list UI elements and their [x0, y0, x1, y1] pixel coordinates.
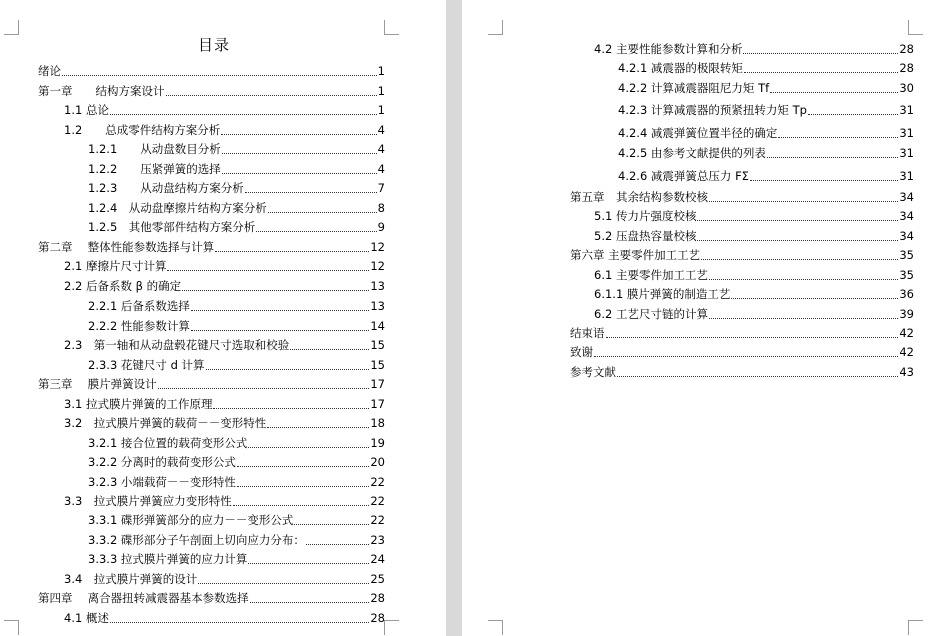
toc-entry-page: 1 — [377, 103, 385, 117]
toc-entry-page: 34 — [899, 190, 914, 204]
toc-leader-dots — [237, 465, 369, 467]
toc-entry-title: 1.2 总成零件结构方案分析 — [64, 123, 221, 137]
toc-entry[interactable] — [64, 103, 385, 118]
toc-entry[interactable] — [88, 201, 385, 216]
toc-entry-page: 17 — [370, 397, 385, 411]
toc-leader-dots — [709, 200, 898, 202]
toc-entry-page: 20 — [370, 455, 385, 469]
toc-entry[interactable] — [64, 611, 385, 626]
toc-entry-title: 第四章 离合器扭转减震器基本参数选择 — [38, 591, 249, 605]
toc-leader-dots — [110, 113, 377, 115]
toc-entry-page: 1 — [377, 64, 385, 78]
toc-leader-dots — [233, 504, 370, 506]
toc-entry-page: 42 — [899, 326, 914, 340]
toc-leader-dots — [167, 269, 369, 271]
toc-entry[interactable] — [594, 42, 914, 57]
toc-entry[interactable] — [88, 299, 385, 314]
toc-entry-title: 3.4 拉式膜片弹簧的设计 — [64, 572, 198, 586]
crop-mark — [384, 20, 399, 35]
toc-leader-dots — [731, 297, 898, 299]
toc-entry-page: 31 — [899, 169, 914, 183]
toc-entry-title: 3.2.1 接合位置的载荷变形公式 — [88, 436, 248, 450]
toc-entry-page: 4 — [377, 162, 385, 176]
toc-leader-dots — [248, 562, 369, 564]
toc-entry[interactable] — [594, 307, 914, 322]
toc-leader-dots — [215, 250, 369, 252]
toc-entry-title: 6.1.1 膜片弹簧的制造工艺 — [594, 287, 731, 301]
toc-leader-dots — [222, 172, 377, 174]
toc-entry[interactable] — [64, 338, 385, 353]
toc-page-right — [462, 0, 932, 636]
toc-entry-page: 24 — [370, 552, 385, 566]
toc-entry-page: 12 — [370, 240, 385, 254]
toc-entry-page: 8 — [377, 201, 385, 215]
toc-entry-page: 31 — [899, 126, 914, 140]
toc-leader-dots — [191, 329, 369, 331]
toc-leader-dots — [606, 336, 899, 338]
toc-entry[interactable] — [64, 279, 385, 294]
toc-entry-page: 35 — [899, 268, 914, 282]
toc-leader-dots — [701, 258, 898, 260]
toc-entry[interactable] — [570, 345, 914, 360]
toc-leader-dots — [697, 239, 898, 241]
toc-entry-page: 4 — [377, 142, 385, 156]
toc-entry-title: 3.3.1 碟形弹簧部分的应力－－变形公式 — [88, 513, 294, 527]
crop-mark — [908, 620, 923, 635]
toc-entry[interactable] — [570, 190, 914, 205]
toc-entry[interactable] — [594, 287, 914, 302]
toc-leader-dots — [198, 582, 369, 584]
toc-leader-dots — [206, 368, 370, 370]
toc-page-left — [0, 0, 446, 636]
toc-entry-title: 1.2.2 压紧弹簧的选择 — [88, 162, 221, 176]
toc-leader-dots — [213, 407, 369, 409]
toc-entry[interactable] — [64, 123, 385, 138]
toc-entry-page: 19 — [370, 436, 385, 450]
toc-entry-page: 18 — [370, 416, 385, 430]
toc-leader-dots — [221, 133, 376, 135]
toc-entry-title: 3.1 拉式膜片弹簧的工作原理 — [64, 397, 213, 411]
toc-entry-title: 1.1 总论 — [64, 103, 109, 117]
toc-entry[interactable] — [38, 84, 385, 99]
toc-entry-page: 22 — [370, 475, 385, 489]
toc-entry[interactable] — [88, 142, 385, 157]
toc-entry-page: 42 — [899, 345, 914, 359]
toc-leader-dots — [770, 91, 898, 93]
toc-entry-title: 参考文献 — [570, 365, 616, 379]
toc-entry-page: 13 — [370, 279, 385, 293]
toc-entry-page: 28 — [899, 42, 914, 56]
toc-leader-dots — [778, 136, 898, 138]
toc-entry-title: 2.3 第一轴和从动盘毂花键尺寸选取和校验 — [64, 338, 290, 352]
toc-entry-title: 第一章 结构方案设计 — [38, 84, 165, 98]
toc-leader-dots — [697, 219, 898, 221]
toc-entry-page: 9 — [377, 220, 385, 234]
crop-mark — [488, 20, 503, 35]
toc-entry-title: 2.2.1 后备系数选择 — [88, 299, 190, 313]
toc-leader-dots — [743, 52, 898, 54]
toc-entry-page: 25 — [370, 572, 385, 586]
toc-entry-page: 43 — [899, 365, 914, 379]
toc-entry-page: 1 — [377, 84, 385, 98]
toc-entry[interactable] — [618, 169, 914, 184]
toc-entry[interactable] — [64, 572, 385, 587]
toc-entry-page: 34 — [899, 209, 914, 223]
toc-title: 目录 — [197, 36, 230, 54]
toc-leader-dots — [222, 152, 377, 154]
toc-entry-page: 15 — [370, 358, 385, 372]
toc-entry[interactable] — [88, 436, 385, 451]
toc-leader-dots — [617, 375, 898, 377]
toc-entry-title: 1.2.1 从动盘数目分析 — [88, 142, 221, 156]
toc-entry[interactable] — [88, 513, 385, 528]
toc-entry-title: 1.2.3 从动盘结构方案分析 — [88, 181, 244, 195]
toc-entry-title: 4.1 概述 — [64, 611, 109, 625]
toc-leader-dots — [594, 355, 898, 357]
toc-entry-page: 36 — [899, 287, 914, 301]
toc-leader-dots — [267, 426, 369, 428]
toc-leader-dots — [767, 156, 898, 158]
toc-entry[interactable] — [88, 475, 385, 490]
crop-mark — [4, 20, 19, 35]
crop-mark — [384, 620, 399, 635]
toc-entry-page: 28 — [370, 591, 385, 605]
toc-entry[interactable] — [570, 248, 914, 263]
toc-entry-title: 2.3.3 花键尺寸 d 计算 — [88, 358, 205, 372]
crop-mark — [4, 620, 19, 635]
toc-leader-dots — [158, 387, 370, 389]
toc-leader-dots — [709, 317, 898, 319]
toc-entry[interactable] — [38, 591, 385, 606]
toc-entry-title: 2.1 摩擦片尺寸计算 — [64, 259, 167, 273]
toc-entry[interactable] — [618, 103, 914, 118]
toc-entry[interactable] — [594, 229, 914, 244]
toc-entry[interactable] — [88, 533, 385, 548]
toc-entry-page: 22 — [370, 513, 385, 527]
toc-entry[interactable] — [618, 61, 914, 76]
toc-entry-page: 22 — [370, 494, 385, 508]
toc-leader-dots — [191, 309, 369, 311]
toc-leader-dots — [709, 278, 898, 280]
toc-entry-title: 6.1 主要零件加工工艺 — [594, 268, 708, 282]
toc-entry-page: 13 — [370, 299, 385, 313]
toc-entry-page: 7 — [377, 181, 385, 195]
toc-leader-dots — [750, 179, 898, 181]
toc-entry-page: 12 — [370, 259, 385, 273]
toc-leader-dots — [245, 191, 377, 193]
toc-entry-title: 4.2.5 由参考文献提供的列表 — [618, 146, 766, 160]
toc-entry-title: 4.2.6 减震弹簧总压力 FΣ — [618, 169, 749, 183]
toc-leader-dots — [62, 74, 377, 76]
toc-entry-title: 结束语 — [570, 326, 605, 340]
toc-leader-dots — [248, 446, 369, 448]
toc-entry-page: 14 — [370, 319, 385, 333]
toc-entry-page: 4 — [377, 123, 385, 137]
toc-entry[interactable] — [618, 126, 914, 141]
toc-entry-page: 28 — [370, 611, 385, 625]
toc-entry-title: 5.2 压盘热容量校核 — [594, 229, 697, 243]
toc-entry[interactable] — [38, 240, 385, 255]
toc-leader-dots — [166, 94, 377, 96]
toc-entry[interactable] — [38, 377, 385, 392]
toc-entry-page: 30 — [899, 81, 914, 95]
toc-leader-dots — [256, 230, 376, 232]
toc-entry[interactable] — [88, 162, 385, 177]
toc-entry-title: 1.2.5 其他零部件结构方案分析 — [88, 220, 256, 234]
toc-entry[interactable] — [88, 455, 385, 470]
toc-entry-title: 4.2 主要性能参数计算和分析 — [594, 42, 743, 56]
toc-entry-title: 3.3 拉式膜片弹簧应力变形特性 — [64, 494, 232, 508]
toc-entry-title: 2.2.2 性能参数计算 — [88, 319, 190, 333]
toc-leader-dots — [250, 601, 370, 603]
toc-entry-title: 第五章 其余结构参数校核 — [570, 190, 708, 204]
toc-leader-dots — [237, 485, 369, 487]
toc-entry-page: 28 — [899, 61, 914, 75]
toc-entry[interactable] — [594, 209, 914, 224]
toc-entry-title: 3.3.3 拉式膜片弹簧的应力计算 — [88, 552, 248, 566]
toc-entry[interactable] — [88, 319, 385, 334]
toc-entry[interactable] — [618, 146, 914, 161]
crop-mark — [488, 620, 503, 635]
toc-entry-title: 4.2.4 减震弹簧位置半径的确定 — [618, 126, 778, 140]
toc-entry-page: 17 — [370, 377, 385, 391]
toc-entry-title: 第六章 主要零件加工工艺 — [570, 248, 701, 262]
toc-entry[interactable] — [618, 81, 914, 96]
toc-leader-dots — [182, 289, 369, 291]
toc-entry-title: 3.2 拉式膜片弹簧的载荷－－变形特性 — [64, 416, 267, 430]
toc-entry-title: 4.2.2 计算减震器阻尼力矩 Tf — [618, 81, 770, 95]
toc-leader-dots — [306, 543, 369, 545]
toc-leader-dots — [290, 348, 369, 350]
toc-entry[interactable] — [64, 416, 385, 431]
toc-entry[interactable] — [64, 494, 385, 509]
toc-entry-page: 31 — [899, 103, 914, 117]
toc-entry[interactable] — [88, 181, 385, 196]
toc-entry-page: 35 — [899, 248, 914, 262]
toc-entry[interactable] — [38, 64, 385, 79]
toc-entry[interactable] — [594, 268, 914, 283]
toc-entry-page: 23 — [370, 533, 385, 547]
toc-entry-title: 3.2.2 分离时的载荷变形公式 — [88, 455, 236, 469]
toc-entry-title: 第三章 膜片弹簧设计 — [38, 377, 157, 391]
toc-entry[interactable] — [570, 326, 914, 341]
toc-entry[interactable] — [88, 552, 385, 567]
toc-leader-dots — [110, 621, 369, 623]
toc-entry[interactable] — [88, 358, 385, 373]
toc-leader-dots — [294, 523, 369, 525]
toc-entry-title: 第二章 整体性能参数选择与计算 — [38, 240, 215, 254]
toc-entry-title: 6.2 工艺尺寸链的计算 — [594, 307, 708, 321]
toc-entry-title: 致谢 — [570, 345, 593, 359]
toc-entry-page: 39 — [899, 307, 914, 321]
toc-entry-title: 5.1 传力片强度校核 — [594, 209, 697, 223]
toc-entry-title: 1.2.4 从动盘摩擦片结构方案分析 — [88, 201, 267, 215]
toc-entry-page: 31 — [899, 146, 914, 160]
toc-entry-page: 15 — [370, 338, 385, 352]
toc-leader-dots — [268, 211, 377, 213]
crop-mark — [908, 20, 923, 35]
toc-leader-dots — [808, 113, 898, 115]
toc-entry-title: 2.2 后备系数 β 的确定 — [64, 279, 182, 293]
toc-entry-page: 34 — [899, 229, 914, 243]
page-gap — [446, 0, 462, 636]
toc-entry-title: 4.2.3 计算减震器的预紧扭转力矩 Tp — [618, 103, 807, 117]
toc-entry[interactable] — [88, 220, 385, 235]
toc-entry-title: 4.2.1 减震器的极限转矩 — [618, 61, 743, 75]
toc-entry[interactable] — [570, 365, 914, 380]
toc-entry-title: 绪论 — [38, 64, 61, 78]
toc-entry[interactable] — [64, 259, 385, 274]
toc-entry[interactable] — [64, 397, 385, 412]
toc-entry-title: 3.3.2 碟形部分子午剖面上切向应力分布： — [88, 533, 305, 547]
toc-entry-title: 3.2.3 小端载荷－－变形特性 — [88, 475, 236, 489]
toc-leader-dots — [744, 71, 898, 73]
